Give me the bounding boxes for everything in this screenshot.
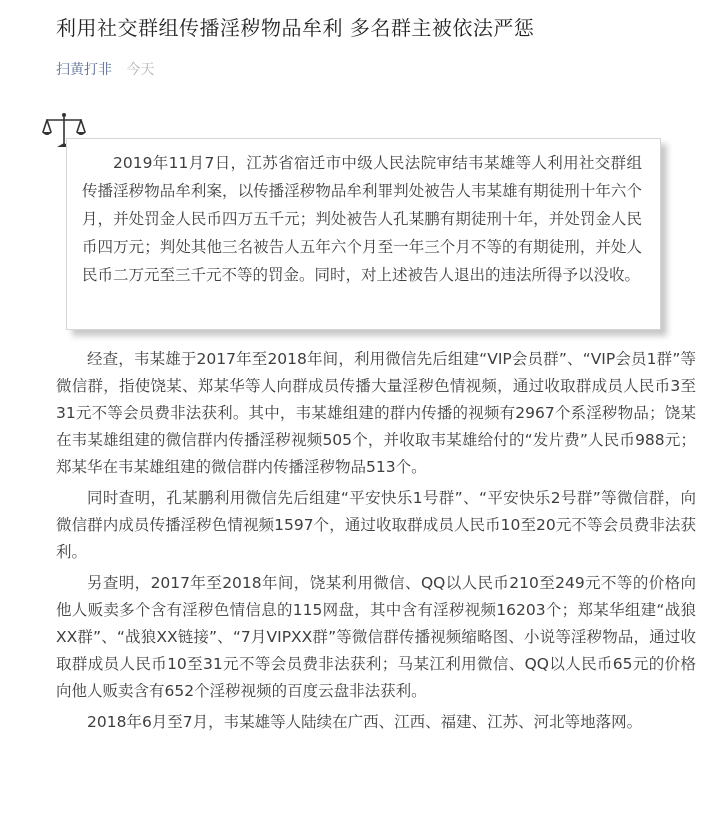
article-body: [56, 346, 696, 740]
account-link[interactable]: 扫黄打非: [56, 62, 112, 78]
summary-box: [66, 138, 661, 330]
summary-text: 2019年11月7日，江苏省宿迁市中级人民法院审结韦某雄等人利用社交群组传播淫秽物品牟利案，以传播淫秽物品牟利罪判处被告人韦某雄有期徒刑十年六个月，并处罚金人民币四万五千元；判处被告人孔某鹏有期徒刑十年，并处罚金人民币四万元；判处其他三名被告人五年六个月至一年三个月不等的有期徒刑，并处人民币二万元至三千元不等的罚金。同时，对上述被告人退出的违法所得予以没收。: [82, 154, 642, 284]
paragraph-arrest: 2018年6月至7月，韦某雄等人陆续在广西、江西、福建、江苏、河北等地落网。: [87, 713, 643, 731]
paragraph-kong: 同时查明，孔某鹏利用微信先后组建“平安快乐1号群”、“平安快乐2号群”等微信群，向微信群内成员传播淫秽色情视频1597个，通过收取群成员人民币10至20元不等会员费非法获利。: [56, 489, 696, 561]
publish-date: 今天: [126, 62, 155, 78]
article-meta: [56, 60, 154, 80]
article-title: 利用社交群组传播淫秽物品牟利 多名群主被依法严惩: [56, 16, 535, 40]
paragraph-rao: 另查明，2017年至2018年间，饶某利用微信、QQ以人民币210至249元不等的价格向他人贩卖多个含有淫秽色情信息的115网盘，其中含有淫秽视频16203个；郑某华组建“战狼XX群”、“战狼XX链接”、“7月VIPXX群”等微信群传播视频缩略图、小说等淫秽物品，通过收取群成员人民币10至31元不等会员费非法获利；马某江利用微信、QQ以人民币65元的价格向他人贩卖含有652个淫秽视频的百度云盘非法获利。: [56, 574, 696, 700]
paragraph-investigation: 经查，韦某雄于2017年至2018年间，利用微信先后组建“VIP会员群”、“VIP会员1群”等微信群，指使饶某、郑某华等人向群成员传播大量淫秽色情视频，通过收取群成员人民币3至31元不等会员费非法获利。其中，韦某雄组建的群内传播的视频有2967个系淫秽物品；饶某在韦某雄组建的微信群内传播淫秽视频505个，并收取韦某雄给付的“发片费”人民币988元；郑某华在韦某雄组建的微信群内传播淫秽物品513个。: [56, 350, 696, 476]
